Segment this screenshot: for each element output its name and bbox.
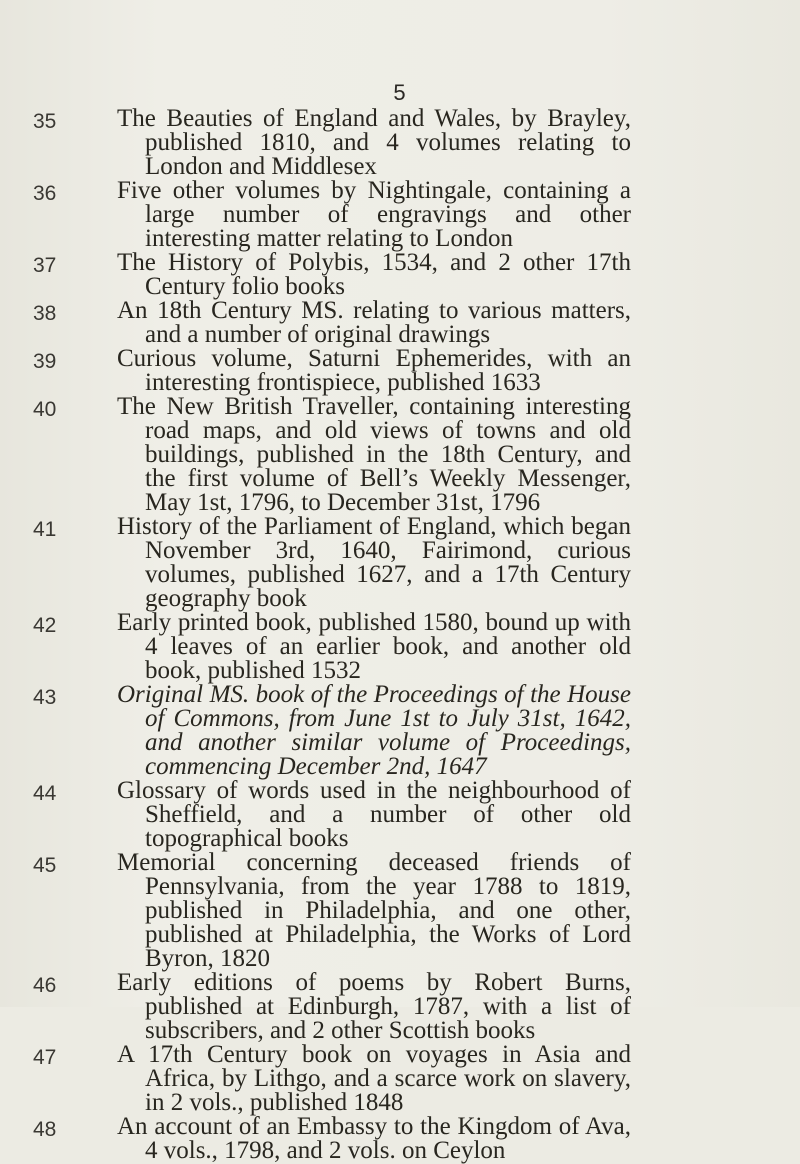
lot-entry xyxy=(0,395,800,515)
lot-number: 48 xyxy=(33,1118,57,1141)
lot-entry xyxy=(0,299,800,347)
lot-entry xyxy=(0,515,800,611)
lot-entry xyxy=(0,251,800,299)
lot-entry xyxy=(0,347,800,395)
lot-description: The Beauties of England and Wales, by Brayley, published 1810, and 4 volumes relating to London and Middlesex xyxy=(117,105,631,180)
lot-description: Early printed book, published 1580, bound up with 4 leaves of an earlier book, and another old book, published 1532 xyxy=(117,609,631,684)
lot-description: Five other volumes by Nightingale, containing a large number of engravings and other interesting matter relating to London xyxy=(117,177,631,252)
lot-description: Early editions of poems by Robert Burns, published at Edinburgh, 1787, with a list of subscribers, and 2 other Scottish books xyxy=(117,969,631,1044)
lot-description: History of the Parliament of England, which began November 3rd, 1640, Fairimond, curious volumes, published 1627, and a 17th Century geography book xyxy=(117,513,631,612)
lot-number: 41 xyxy=(33,518,57,541)
lot-number: 45 xyxy=(33,854,57,877)
lot-entry xyxy=(0,683,800,779)
lot-number: 43 xyxy=(33,686,57,709)
lot-description: An 18th Century MS. relating to various matters, and a number of original drawings xyxy=(117,297,631,348)
lot-number: 35 xyxy=(33,110,57,133)
lot-number: 47 xyxy=(33,1046,57,1069)
lot-entry xyxy=(0,851,800,971)
lot-number: 37 xyxy=(33,254,57,277)
lot-number: 36 xyxy=(33,182,57,205)
lot-description: Original MS. book of the Proceedings of the House of Commons, from June 1st to July 31st, 1642, and another similar volume of Proceedings, commencing December 2nd, 1647 xyxy=(117,681,631,780)
lot-entry xyxy=(0,779,800,851)
lot-description: Glossary of words used in the neighbourhood of Sheffield, and a number of other old topographical books xyxy=(117,777,631,852)
lot-number: 46 xyxy=(33,974,57,997)
lot-description: A 17th Century book on voyages in Asia and Africa, by Lithgo, and a scarce work on slavery, in 2 vols., published 1848 xyxy=(117,1041,631,1116)
page-number: 5 xyxy=(393,80,407,105)
lot-entry xyxy=(0,107,800,179)
lot-entry xyxy=(0,179,800,251)
lot-entry xyxy=(0,1043,800,1115)
lot-number: 40 xyxy=(33,398,57,421)
lot-number: 44 xyxy=(33,782,57,805)
lot-number: 42 xyxy=(33,614,57,637)
lot-entry xyxy=(0,971,800,1043)
lot-description: The History of Polybis, 1534, and 2 other 17th Century folio books xyxy=(117,249,631,300)
lot-number: 39 xyxy=(33,350,57,373)
lot-number: 38 xyxy=(33,302,57,325)
lot-list xyxy=(0,107,800,1163)
lot-description: The New British Traveller, containing interesting road maps, and old views of towns and old buildings, published in the 18th Century, and the first volume of Bell’s Weekly Messenger, May 1st, 1796, to December 31st, 1796 xyxy=(117,393,631,516)
lot-description: Curious volume, Saturni Ephemerides, with an interesting frontispiece, published 1633 xyxy=(117,345,631,396)
lot-description: An account of an Embassy to the Kingdom of Ava, 4 vols., 1798, and 2 vols. on Ceylon xyxy=(117,1113,631,1164)
lot-entry xyxy=(0,1115,800,1163)
lot-description: Memorial concerning deceased friends of Pennsylvania, from the year 1788 to 1819, published in Philadelphia, and one other, published at Philadelphia, the Works of Lord Byron, 1820 xyxy=(117,849,631,972)
lot-entry xyxy=(0,611,800,683)
